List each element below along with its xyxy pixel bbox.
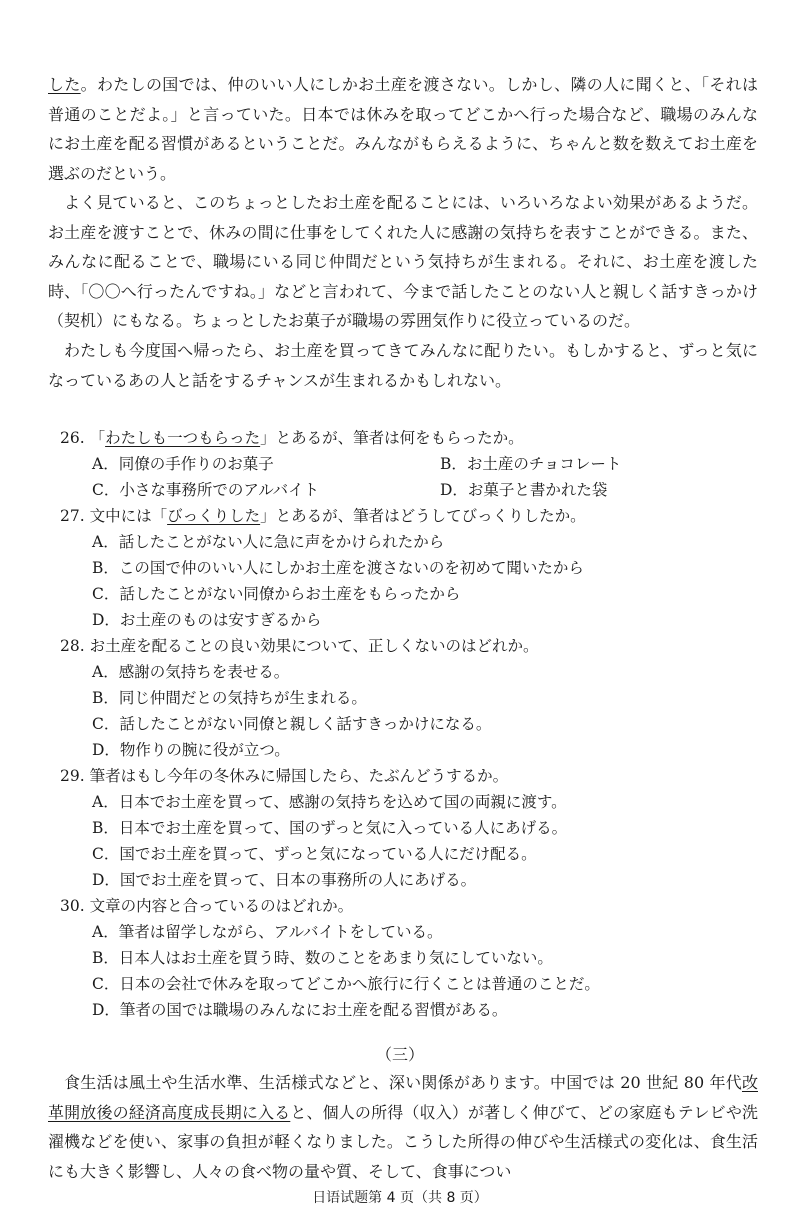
option-26-c: C．小さな事務所でのアルバイト xyxy=(92,481,320,499)
question-26: 26. 「わたしも一つもらった」とあるが、筆者は何をもらったか。 xyxy=(60,429,524,447)
option-28-c: C．話したことがない同僚と親しく話すきっかけになる。 xyxy=(92,715,492,733)
underlined-phrase: した xyxy=(48,75,81,94)
question-28: 28. お土産を配ることの良い効果について、正しくないのはどれか。 xyxy=(60,637,539,655)
option-29-c: C．国でお土産を買って、ずっと気になっている人にだけ配る。 xyxy=(92,845,537,863)
option-27-c: C．話したことがない同僚からお土産をもらったから xyxy=(92,585,461,603)
section3-paragraph: 食生活は風土や生活水準、生活様式などと、深い関係があります。中国では 20 世紀 80 年代改革開放後の経済高度成長期に入ると、個人の所得（収入）が著しく伸びて、どの家庭もテレビや洗濯機などを使い、家事の負担が軽くなりました。こうした所得の伸びや生活様式の変化は、食生活にも大きく影響し、人々の食べ物の量や質、そして、食事につい xyxy=(48,1073,758,1181)
option-28-d: D．物作りの腕に役が立つ。 xyxy=(92,741,290,759)
question-29: 29. 筆者はもし今年の冬休みに帰国したら、たぶんどうするか。 xyxy=(60,767,509,785)
option-29-b: B．日本でお土産を買って、国のずっと気に入っている人にあげる。 xyxy=(92,819,568,837)
option-26-b: B．お土産のチョコレート xyxy=(440,455,622,473)
option-26-d: D．お菓子と書かれた袋 xyxy=(440,481,608,499)
option-30-d: D．筆者の国では職場のみんなにお土産を配る習慣がある。 xyxy=(92,1001,508,1019)
underlined-phrase: 改革開放後の経済高度成長期に入る xyxy=(48,1073,758,1122)
question-27: 27. 文中には「びっくりした」とあるが、筆者はどうしてびっくりしたか。 xyxy=(60,507,586,525)
option-26-a: A．同僚の手作りのお菓子 xyxy=(92,455,274,473)
question-underline: わたしも一つもらった xyxy=(105,429,261,447)
option-27-b: B．この国で仲のいい人にしかお土産を渡さないのを初めて聞いたから xyxy=(92,559,584,577)
option-28-b: B．同じ仲間だとの気持ちが生まれる。 xyxy=(92,689,367,707)
passage-paragraph-2: よく見ていると、このちょっとしたお土産を配ることには、いろいろなよい効果があるようだ。お土産を渡すことで、休みの間に仕事をしてくれた人に感謝の気持ちを表すことができる。また、みんなに配ることで、職場にいる同じ仲間だという気持ちが生まれる。それに、お土産を渡した時、「〇〇へ行ったんですね。」などと言われて、今まで話したことのない人と親しく話すきっかけ（契机）にもなる。ちょっとしたお菓子が職場の雰囲気作りに役立っているのだ。 xyxy=(48,193,758,331)
option-27-d: D．お土産のものは安すぎるから xyxy=(92,611,322,629)
question-30: 30. 文章の内容と合っているのはどれか。 xyxy=(60,897,354,915)
question-underline: びっくりした xyxy=(167,507,261,525)
page-footer: 日语试题第 4 页（共 8 页） xyxy=(312,1190,488,1206)
option-29-d: D．国でお土産を買って、日本の事務所の人にあげる。 xyxy=(92,871,477,889)
passage-paragraph-1: した。わたしの国では、仲のいい人にしかお土産を渡さない。しかし、隣の人に聞くと、「それは普通のことだよ。」と言っていた。日本では休みを取ってどこかへ行った場合など、職場のみんなにお土産を配る習慣があるということだ。みんながもらえるように、ちゃんと数を数えてお土産を選ぶのだという。 xyxy=(48,75,758,183)
section-heading: （三） xyxy=(375,1045,424,1064)
option-27-a: A．話したことがない人に急に声をかけられたから xyxy=(92,533,445,551)
option-30-c: C．日本の会社で休みを取ってどこかへ旅行に行くことは普通のことだ。 xyxy=(92,975,600,993)
passage-paragraph-3: わたしも今度国へ帰ったら、お土産を買ってきてみんなに配りたい。もしかすると、ずっと気になっているあの人と話をするチャンスが生まれるかもしれない。 xyxy=(48,341,758,390)
option-29-a: A．日本でお土産を買って、感謝の気持ちを込めて国の両親に渡す。 xyxy=(92,793,567,811)
option-28-a: A．感謝の気持ちを表せる。 xyxy=(92,663,290,681)
option-30-a: A．筆者は留学しながら、アルバイトをしている。 xyxy=(92,923,443,941)
option-30-b: B．日本人はお土産を買う時、数のことをあまり気にしていない。 xyxy=(92,949,553,967)
